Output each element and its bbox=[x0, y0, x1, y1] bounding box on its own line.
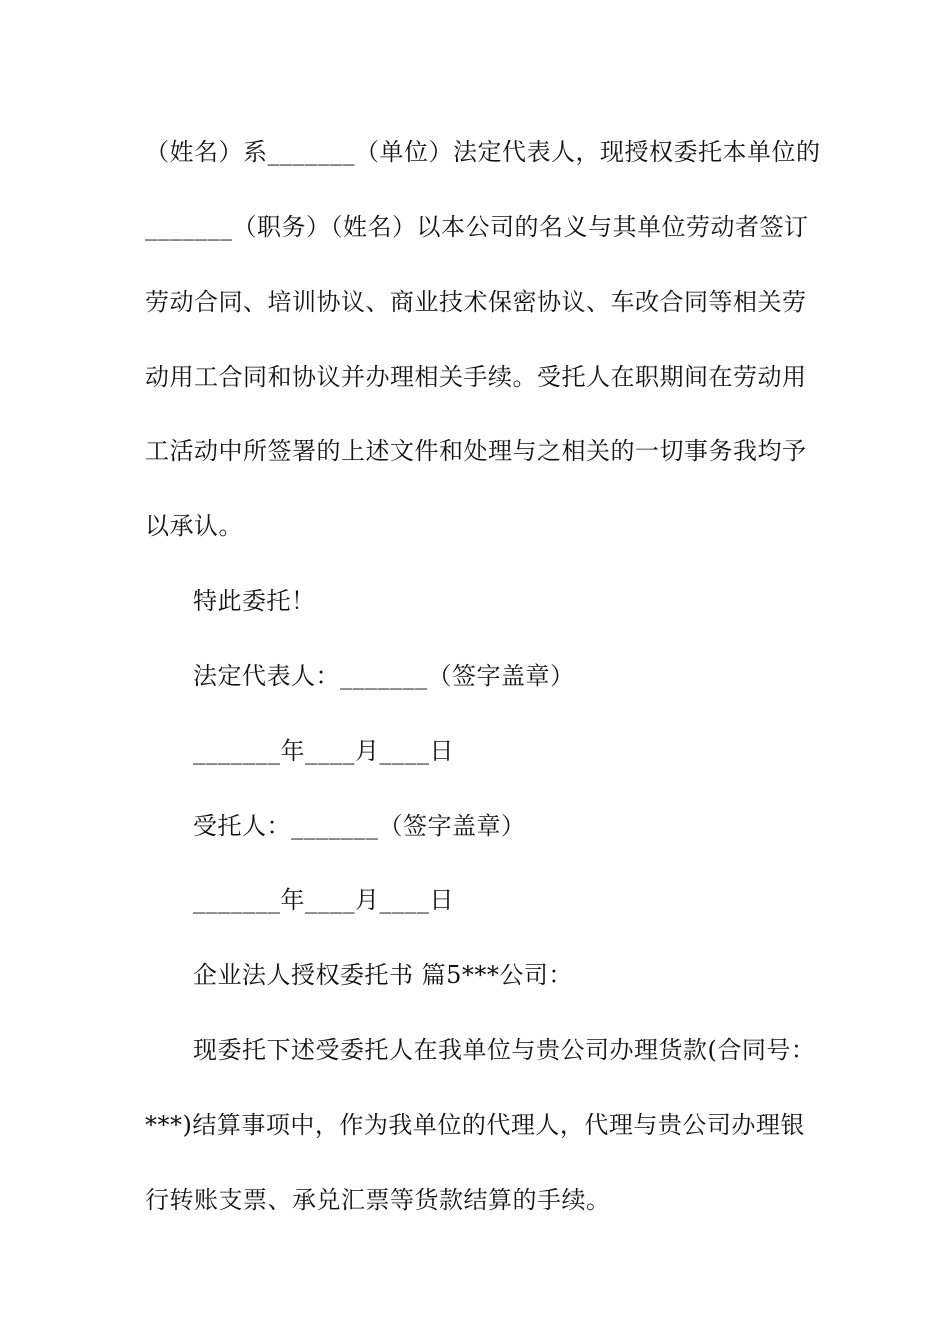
trustee-date-line: _______年____月____日 bbox=[193, 886, 454, 914]
closing-phrase: 特此委托！ bbox=[193, 587, 316, 615]
paragraph-line-4: 动用工合同和协议并办理相关手续。受托人在职期间在劳动用 bbox=[145, 363, 807, 391]
paragraph-line-2: _______（职务）（姓名）以本公司的名义与其单位劳动者签订 bbox=[145, 213, 809, 241]
paragraph-line-3: 劳动合同、培训协议、商业技术保密协议、车改合同等相关劳 bbox=[145, 288, 807, 316]
paragraph-line-8: ***)结算事项中，作为我单位的代理人，代理与贵公司办理银 bbox=[145, 1111, 805, 1139]
paragraph-line-9: 行转账支票、承兑汇票等货款结算的手续。 bbox=[145, 1186, 611, 1214]
paragraph-line-1: （姓名）系_______（单位）法定代表人，现授权委托本单位的 bbox=[145, 138, 821, 166]
paragraph-line-6: 以承认。 bbox=[145, 512, 243, 540]
legal-representative-date-line: _______年____月____日 bbox=[193, 737, 454, 765]
paragraph-line-7: 现委托下述受委托人在我单位与贵公司办理货款(合同号： bbox=[193, 1036, 816, 1064]
trustee-signature-line: 受托人：_______（签字盖章） bbox=[193, 812, 526, 840]
paragraph-line-5: 工活动中所签署的上述文件和处理与之相关的一切事务我均予 bbox=[145, 437, 807, 465]
legal-representative-signature-line: 法定代表人：_______（签字盖章） bbox=[193, 662, 575, 690]
section-heading: 企业法人授权委托书 篇5***公司： bbox=[193, 961, 573, 989]
